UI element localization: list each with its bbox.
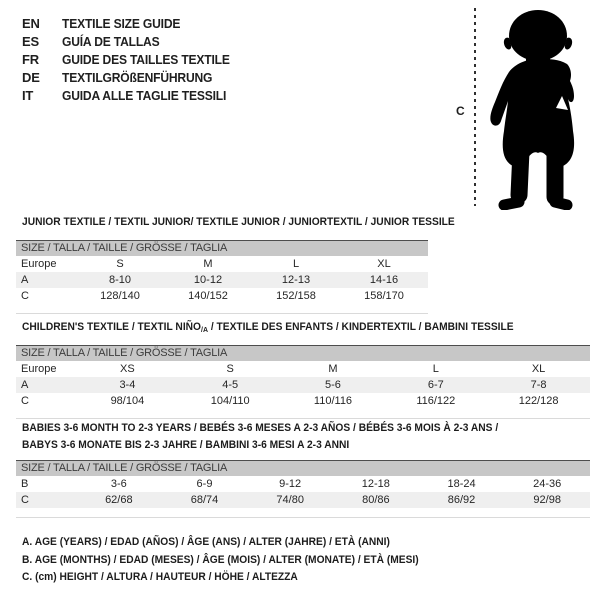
language-row [22, 15, 242, 33]
table-cell: 10-12 [193, 274, 223, 286]
language-code: ES [22, 34, 39, 49]
table-cell: 104/110 [210, 395, 250, 407]
children-section-title-text [22, 319, 514, 338]
table-cell: XL [531, 363, 546, 375]
footnote-text: B. AGE (MONTHS) / EDAD (MESES) / ÂGE (MOIS) / ALTER (MONATE) / ETÀ (MESI) [22, 553, 419, 566]
row-label: Europe [21, 363, 57, 375]
table-cell: 24-36 [533, 478, 562, 490]
children-title-post: / TEXTILE DES ENFANTS / KINDERTEXTIL / BAMBINI TESSILE [207, 321, 514, 333]
baby-silhouette-icon [482, 6, 594, 210]
language-row [22, 69, 242, 87]
table-cell: S [226, 363, 234, 375]
table-row [16, 288, 428, 304]
table-cell: L [292, 258, 300, 270]
table-row [16, 377, 590, 393]
babies-section-title [22, 420, 534, 454]
table-cell: S [116, 258, 124, 270]
language-label: GUIDA ALLE TAGLIE TESSILI [62, 88, 227, 103]
row-label: C [21, 494, 29, 506]
table-cell: 92/98 [533, 494, 561, 506]
babies-title-line1: BABIES 3-6 MONTH TO 2-3 YEARS / BEBÉS 3-6 MESES A 2-3 AÑOS / BÉBÉS 3-6 MOIS À 2-3 ANS / [22, 422, 499, 434]
table-cell: 62/68 [105, 494, 133, 506]
table-cell: 140/152 [188, 290, 228, 302]
table-cell: 7-8 [530, 379, 547, 391]
height-dashed-line [474, 8, 476, 206]
children-section-title [22, 319, 551, 338]
table-row [16, 393, 590, 409]
table-cell: 110/116 [313, 395, 353, 407]
junior-size-table [16, 240, 428, 314]
table-cell: 128/140 [100, 290, 140, 302]
table-cell: 14-16 [369, 274, 399, 286]
table-cell: 122/128 [518, 395, 559, 407]
table-cell: 9-12 [279, 478, 302, 490]
babies-title-line2: BABYS 3-6 MONATE BIS 2-3 JAHRE / BAMBINI 3-6 MESI A 2-3 ANNI [22, 439, 350, 451]
table-cell: 80/86 [362, 494, 390, 506]
row-label: A [21, 379, 29, 391]
language-code: DE [22, 70, 40, 85]
size-table-header: SIZE / TALLA / TAILLE / GRÖSSE / TAGLIA [16, 460, 590, 476]
baby-height-figure [450, 4, 598, 216]
language-code: IT [22, 88, 34, 103]
table-cell: 3-6 [110, 478, 127, 490]
row-label: C [21, 395, 29, 407]
table-cell: 68/74 [190, 494, 219, 506]
table-row [16, 476, 590, 492]
table-cell: 3-4 [119, 379, 136, 391]
junior-section-title-text: JUNIOR TEXTILE / TEXTIL JUNIOR/ TEXTILE JUNIOR / JUNIORTEXTIL / JUNIOR TESSILE [22, 216, 455, 228]
language-row [22, 87, 242, 105]
table-cell: 158/170 [364, 290, 404, 302]
table-row [16, 492, 590, 508]
table-cell: 4-5 [222, 379, 239, 391]
language-list [22, 15, 242, 105]
table-cell: L [432, 363, 439, 375]
row-label: B [21, 478, 29, 490]
table-cell: 74/80 [276, 494, 304, 506]
table-cell: XL [377, 258, 391, 270]
footnote-line [22, 534, 449, 552]
language-label: GUIDE DES TAILLES TEXTILE [62, 52, 230, 67]
row-label: Europe [21, 258, 57, 270]
row-label: C [21, 290, 29, 302]
row-label: A [21, 274, 29, 286]
footnote-text: C. (cm) HEIGHT / ALTURA / HAUTEUR / HÖHE / ALTEZZA [22, 571, 298, 583]
children-title-pre: CHILDREN'S TEXTILE / TEXTIL NIÑO [22, 321, 202, 333]
size-table-header: SIZE / TALLA / TAILLE / GRÖSSE / TAGLIA [16, 240, 428, 256]
table-cell: 8-10 [108, 274, 132, 286]
table-cell: M [203, 258, 213, 270]
table-cell: 86/92 [447, 494, 476, 506]
children-size-table [16, 345, 590, 419]
language-label: TEXTILGRÖßENFÜHRUNG [62, 70, 213, 85]
table-row [16, 256, 428, 272]
table-cell: 152/158 [276, 290, 316, 302]
table-cell: 12-18 [361, 478, 390, 490]
table-cell: M [328, 363, 338, 375]
table-cell: 6-9 [196, 478, 213, 490]
table-cell: 116/122 [416, 395, 456, 407]
footnotes [22, 534, 449, 587]
footnote-line [22, 552, 449, 570]
footnote-line [22, 569, 449, 587]
size-table-header: SIZE / TALLA / TAILLE / GRÖSSE / TAGLIA [16, 345, 590, 361]
children-title-subscript: /A [201, 325, 208, 334]
footnote-text: A. AGE (YEARS) / EDAD (AÑOS) / ÂGE (ANS) / ALTER (JAHRE) / ETÀ (ANNI) [22, 536, 390, 548]
language-label: GUÍA DE TALLAS [62, 34, 160, 49]
babies-size-table [16, 460, 590, 518]
table-cell: 98/104 [110, 395, 145, 407]
language-label: TEXTILE SIZE GUIDE [62, 16, 181, 31]
language-row [22, 33, 242, 51]
table-cell: 12-13 [281, 274, 311, 286]
language-row [22, 51, 242, 69]
table-row [16, 272, 428, 288]
table-cell: 6-7 [427, 379, 444, 391]
table-row [16, 361, 590, 377]
table-cell: 18-24 [447, 478, 476, 490]
table-cell: 5-6 [325, 379, 341, 391]
language-code: EN [22, 16, 40, 31]
language-code: FR [22, 52, 39, 67]
height-marker-label: C [456, 104, 465, 118]
junior-section-title [22, 214, 487, 231]
table-cell: XS [120, 363, 135, 375]
